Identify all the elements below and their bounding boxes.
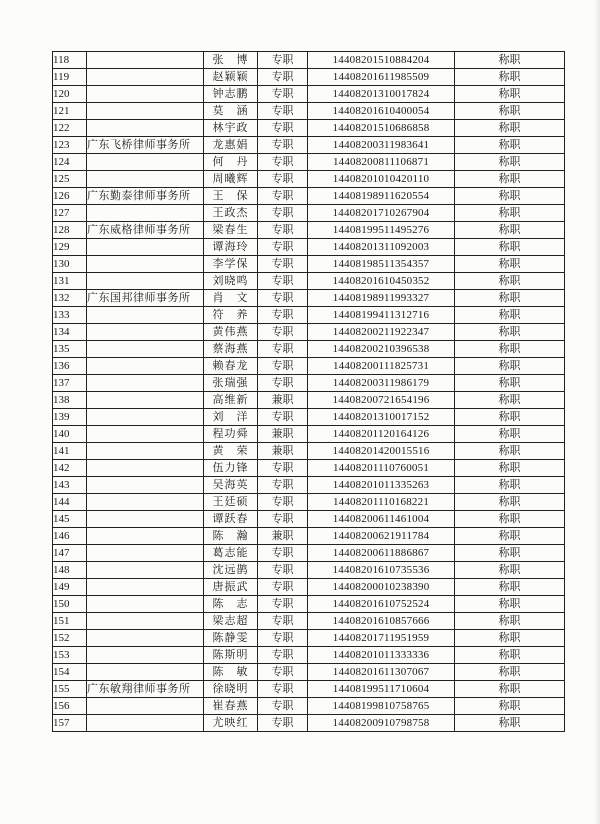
lawyer-name: 刘晓鸣 (204, 273, 258, 290)
practice-type: 专职 (258, 222, 308, 239)
law-firm-name (87, 120, 204, 137)
table-row (53, 239, 565, 256)
license-number: 14408200910798758 (308, 715, 455, 732)
lawyer-name: 莫 涵 (204, 103, 258, 120)
law-firm-name (87, 494, 204, 511)
lawyer-name: 陈 敏 (204, 664, 258, 681)
row-number: 141 (53, 443, 87, 460)
assessment-result: 称职 (455, 120, 565, 137)
law-firm-name (87, 511, 204, 528)
license-number: 14408201120164126 (308, 426, 455, 443)
practice-type: 专职 (258, 290, 308, 307)
row-number: 126 (53, 188, 87, 205)
assessment-result: 称职 (455, 681, 565, 698)
lawyer-name: 唐振武 (204, 579, 258, 596)
table-row (53, 256, 565, 273)
law-firm-name (87, 256, 204, 273)
assessment-result: 称职 (455, 222, 565, 239)
law-firm-name: 广东国邦律师事务所 (87, 290, 204, 307)
row-number: 144 (53, 494, 87, 511)
table-body (53, 52, 565, 732)
license-number: 14408201510884204 (308, 52, 455, 69)
license-number: 14408201011335263 (308, 477, 455, 494)
lawyer-name: 陈静雯 (204, 630, 258, 647)
practice-type: 专职 (258, 171, 308, 188)
practice-type: 专职 (258, 52, 308, 69)
lawyer-name: 黄 荣 (204, 443, 258, 460)
row-number: 157 (53, 715, 87, 732)
lawyer-name: 王廷硕 (204, 494, 258, 511)
lawyer-name: 谭跃春 (204, 511, 258, 528)
table-row (53, 596, 565, 613)
lawyer-name: 龙惠娟 (204, 137, 258, 154)
table-row (53, 188, 565, 205)
row-number: 150 (53, 596, 87, 613)
practice-type: 兼职 (258, 528, 308, 545)
assessment-result: 称职 (455, 341, 565, 358)
law-firm-name (87, 358, 204, 375)
law-firm-name (87, 324, 204, 341)
lawyer-name: 张瑞强 (204, 375, 258, 392)
table-row (53, 324, 565, 341)
row-number: 154 (53, 664, 87, 681)
row-number: 135 (53, 341, 87, 358)
row-number: 121 (53, 103, 87, 120)
assessment-result: 称职 (455, 477, 565, 494)
law-firm-name (87, 205, 204, 222)
row-number: 136 (53, 358, 87, 375)
license-number: 14408199810758765 (308, 698, 455, 715)
law-firm-name (87, 579, 204, 596)
table-row (53, 290, 565, 307)
table-row (53, 86, 565, 103)
table-row (53, 392, 565, 409)
lawyer-name: 梁志超 (204, 613, 258, 630)
practice-type: 专职 (258, 86, 308, 103)
lawyer-name: 李学保 (204, 256, 258, 273)
license-number: 14408200111825731 (308, 358, 455, 375)
assessment-result: 称职 (455, 239, 565, 256)
lawyer-name: 尤映红 (204, 715, 258, 732)
law-firm-name (87, 239, 204, 256)
lawyer-assessment-table (52, 51, 565, 732)
law-firm-name (87, 409, 204, 426)
practice-type: 专职 (258, 137, 308, 154)
law-firm-name (87, 273, 204, 290)
assessment-result: 称职 (455, 460, 565, 477)
law-firm-name: 广东飞桥律师事务所 (87, 137, 204, 154)
lawyer-name: 林宇政 (204, 120, 258, 137)
practice-type: 专职 (258, 103, 308, 120)
license-number: 14408198511354357 (308, 256, 455, 273)
license-number: 14408200210396538 (308, 341, 455, 358)
lawyer-name: 谭海玲 (204, 239, 258, 256)
table-row (53, 715, 565, 732)
row-number: 118 (53, 52, 87, 69)
practice-type: 专职 (258, 681, 308, 698)
table-row (53, 69, 565, 86)
assessment-result: 称职 (455, 562, 565, 579)
row-number: 132 (53, 290, 87, 307)
assessment-result: 称职 (455, 69, 565, 86)
law-firm-name: 广东勤泰律师事务所 (87, 188, 204, 205)
row-number: 125 (53, 171, 87, 188)
table-row (53, 171, 565, 188)
assessment-result: 称职 (455, 273, 565, 290)
practice-type: 专职 (258, 596, 308, 613)
assessment-result: 称职 (455, 715, 565, 732)
license-number: 14408201610450352 (308, 273, 455, 290)
row-number: 142 (53, 460, 87, 477)
row-number: 139 (53, 409, 87, 426)
row-number: 156 (53, 698, 87, 715)
practice-type: 兼职 (258, 443, 308, 460)
lawyer-name: 程功舜 (204, 426, 258, 443)
table-row (53, 664, 565, 681)
lawyer-name: 沈远鹊 (204, 562, 258, 579)
law-firm-name (87, 154, 204, 171)
lawyer-name: 钟志鹏 (204, 86, 258, 103)
lawyer-name: 肖 文 (204, 290, 258, 307)
license-number: 14408201010420110 (308, 171, 455, 188)
law-firm-name (87, 562, 204, 579)
license-number: 14408201611307067 (308, 664, 455, 681)
license-number: 14408199511710604 (308, 681, 455, 698)
assessment-result: 称职 (455, 409, 565, 426)
lawyer-name: 周曦辉 (204, 171, 258, 188)
practice-type: 专职 (258, 256, 308, 273)
lawyer-name: 王政杰 (204, 205, 258, 222)
scan-edge-shadow (594, 0, 600, 824)
row-number: 128 (53, 222, 87, 239)
practice-type: 专职 (258, 341, 308, 358)
law-firm-name (87, 477, 204, 494)
practice-type: 专职 (258, 664, 308, 681)
license-number: 14408200311986179 (308, 375, 455, 392)
license-number: 14408201110168221 (308, 494, 455, 511)
row-number: 149 (53, 579, 87, 596)
law-firm-name (87, 426, 204, 443)
practice-type: 专职 (258, 545, 308, 562)
lawyer-name: 高维新 (204, 392, 258, 409)
license-number: 14408201610400054 (308, 103, 455, 120)
table-row (53, 494, 565, 511)
license-number: 14408200621911784 (308, 528, 455, 545)
row-number: 137 (53, 375, 87, 392)
assessment-result: 称职 (455, 528, 565, 545)
law-firm-name (87, 528, 204, 545)
law-firm-name (87, 341, 204, 358)
license-number: 14408199411312716 (308, 307, 455, 324)
table-row (53, 613, 565, 630)
lawyer-name: 陈斯明 (204, 647, 258, 664)
license-number: 14408201710267904 (308, 205, 455, 222)
row-number: 146 (53, 528, 87, 545)
assessment-result: 称职 (455, 443, 565, 460)
law-firm-name (87, 630, 204, 647)
row-number: 140 (53, 426, 87, 443)
table-row (53, 579, 565, 596)
assessment-result: 称职 (455, 426, 565, 443)
lawyer-name: 陈 瀚 (204, 528, 258, 545)
table-row (53, 273, 565, 290)
law-firm-name (87, 69, 204, 86)
law-firm-name (87, 443, 204, 460)
law-firm-name (87, 545, 204, 562)
practice-type: 专职 (258, 69, 308, 86)
table-row (53, 52, 565, 69)
table-row (53, 222, 565, 239)
table-row (53, 426, 565, 443)
assessment-result: 称职 (455, 545, 565, 562)
practice-type: 专职 (258, 324, 308, 341)
license-number: 14408200611886867 (308, 545, 455, 562)
practice-type: 专职 (258, 409, 308, 426)
table-row (53, 120, 565, 137)
assessment-result: 称职 (455, 494, 565, 511)
lawyer-name: 张 博 (204, 52, 258, 69)
assessment-result: 称职 (455, 154, 565, 171)
row-number: 129 (53, 239, 87, 256)
license-number: 14408201011333336 (308, 647, 455, 664)
assessment-result: 称职 (455, 171, 565, 188)
row-number: 119 (53, 69, 87, 86)
table-row (53, 647, 565, 664)
law-firm-name (87, 171, 204, 188)
table-row (53, 630, 565, 647)
assessment-result: 称职 (455, 307, 565, 324)
assessment-result: 称职 (455, 324, 565, 341)
row-number: 123 (53, 137, 87, 154)
table-row (53, 307, 565, 324)
lawyer-name: 蔡海燕 (204, 341, 258, 358)
assessment-result: 称职 (455, 664, 565, 681)
table-row (53, 358, 565, 375)
row-number: 130 (53, 256, 87, 273)
assessment-result: 称职 (455, 188, 565, 205)
practice-type: 专职 (258, 715, 308, 732)
lawyer-name: 崔春燕 (204, 698, 258, 715)
practice-type: 专职 (258, 239, 308, 256)
row-number: 133 (53, 307, 87, 324)
table-row (53, 460, 565, 477)
assessment-result: 称职 (455, 596, 565, 613)
practice-type: 专职 (258, 188, 308, 205)
table-row (53, 341, 565, 358)
assessment-result: 称职 (455, 511, 565, 528)
license-number: 14408201110760051 (308, 460, 455, 477)
assessment-result: 称职 (455, 52, 565, 69)
license-number: 14408199511495276 (308, 222, 455, 239)
row-number: 131 (53, 273, 87, 290)
law-firm-name (87, 698, 204, 715)
table-row (53, 154, 565, 171)
law-firm-name (87, 460, 204, 477)
table-row (53, 103, 565, 120)
license-number: 14408200721654196 (308, 392, 455, 409)
assessment-result: 称职 (455, 647, 565, 664)
law-firm-name (87, 375, 204, 392)
license-number: 14408200811106871 (308, 154, 455, 171)
assessment-result: 称职 (455, 205, 565, 222)
license-number: 14408201310017152 (308, 409, 455, 426)
practice-type: 专职 (258, 154, 308, 171)
license-number: 14408201510686858 (308, 120, 455, 137)
table-row (53, 698, 565, 715)
law-firm-name (87, 52, 204, 69)
law-firm-name (87, 596, 204, 613)
table-row (53, 562, 565, 579)
table-row (53, 443, 565, 460)
law-firm-name (87, 715, 204, 732)
table-row (53, 409, 565, 426)
license-number: 14408201611985509 (308, 69, 455, 86)
practice-type: 专职 (258, 579, 308, 596)
license-number: 14408201311092003 (308, 239, 455, 256)
assessment-result: 称职 (455, 375, 565, 392)
law-firm-name (87, 103, 204, 120)
law-firm-name: 广东威格律师事务所 (87, 222, 204, 239)
practice-type: 专职 (258, 307, 308, 324)
assessment-result: 称职 (455, 698, 565, 715)
row-number: 147 (53, 545, 87, 562)
practice-type: 兼职 (258, 392, 308, 409)
row-number: 153 (53, 647, 87, 664)
practice-type: 专职 (258, 273, 308, 290)
license-number: 14408201610752524 (308, 596, 455, 613)
assessment-result: 称职 (455, 290, 565, 307)
law-firm-name (87, 613, 204, 630)
practice-type: 专职 (258, 630, 308, 647)
practice-type: 专职 (258, 375, 308, 392)
row-number: 143 (53, 477, 87, 494)
lawyer-name: 梁春生 (204, 222, 258, 239)
lawyer-name: 赖春龙 (204, 358, 258, 375)
practice-type: 专职 (258, 494, 308, 511)
law-firm-name: 广东敏翔律师事务所 (87, 681, 204, 698)
license-number: 14408200311983641 (308, 137, 455, 154)
table-row (53, 477, 565, 494)
practice-type: 专职 (258, 460, 308, 477)
law-firm-name (87, 86, 204, 103)
assessment-result: 称职 (455, 256, 565, 273)
table-row (53, 137, 565, 154)
law-firm-name (87, 392, 204, 409)
table-row (53, 528, 565, 545)
lawyer-name: 徐晓明 (204, 681, 258, 698)
practice-type: 专职 (258, 120, 308, 137)
practice-type: 专职 (258, 613, 308, 630)
law-firm-name (87, 647, 204, 664)
assessment-result: 称职 (455, 613, 565, 630)
row-number: 145 (53, 511, 87, 528)
license-number: 14408201711951959 (308, 630, 455, 647)
table-row (53, 205, 565, 222)
license-number: 14408201420015516 (308, 443, 455, 460)
lawyer-name: 刘 洋 (204, 409, 258, 426)
license-number: 14408200611461004 (308, 511, 455, 528)
row-number: 152 (53, 630, 87, 647)
assessment-result: 称职 (455, 392, 565, 409)
law-firm-name (87, 664, 204, 681)
lawyer-name: 葛志能 (204, 545, 258, 562)
practice-type: 专职 (258, 698, 308, 715)
practice-type: 专职 (258, 562, 308, 579)
lawyer-name: 黄伟燕 (204, 324, 258, 341)
practice-type: 专职 (258, 205, 308, 222)
lawyer-name: 符 养 (204, 307, 258, 324)
lawyer-name: 王 保 (204, 188, 258, 205)
license-number: 14408198911620554 (308, 188, 455, 205)
row-number: 124 (53, 154, 87, 171)
assessment-result: 称职 (455, 86, 565, 103)
row-number: 134 (53, 324, 87, 341)
license-number: 14408201610735536 (308, 562, 455, 579)
row-number: 148 (53, 562, 87, 579)
license-number: 14408200010238390 (308, 579, 455, 596)
practice-type: 专职 (258, 477, 308, 494)
table-row (53, 511, 565, 528)
lawyer-name: 赵颖颖 (204, 69, 258, 86)
table-row (53, 375, 565, 392)
lawyer-name: 陈 志 (204, 596, 258, 613)
lawyer-name: 伍力锋 (204, 460, 258, 477)
row-number: 127 (53, 205, 87, 222)
table-row (53, 681, 565, 698)
lawyer-name: 吴海英 (204, 477, 258, 494)
assessment-result: 称职 (455, 137, 565, 154)
law-firm-name (87, 307, 204, 324)
row-number: 122 (53, 120, 87, 137)
license-number: 14408200211922347 (308, 324, 455, 341)
row-number: 120 (53, 86, 87, 103)
assessment-result: 称职 (455, 630, 565, 647)
practice-type: 专职 (258, 647, 308, 664)
license-number: 14408201610857666 (308, 613, 455, 630)
license-number: 14408198911993327 (308, 290, 455, 307)
license-number: 14408201310017824 (308, 86, 455, 103)
assessment-result: 称职 (455, 358, 565, 375)
lawyer-name: 何 丹 (204, 154, 258, 171)
practice-type: 专职 (258, 358, 308, 375)
assessment-result: 称职 (455, 103, 565, 120)
row-number: 155 (53, 681, 87, 698)
assessment-result: 称职 (455, 579, 565, 596)
table-row (53, 545, 565, 562)
row-number: 138 (53, 392, 87, 409)
row-number: 151 (53, 613, 87, 630)
practice-type: 兼职 (258, 426, 308, 443)
practice-type: 专职 (258, 511, 308, 528)
